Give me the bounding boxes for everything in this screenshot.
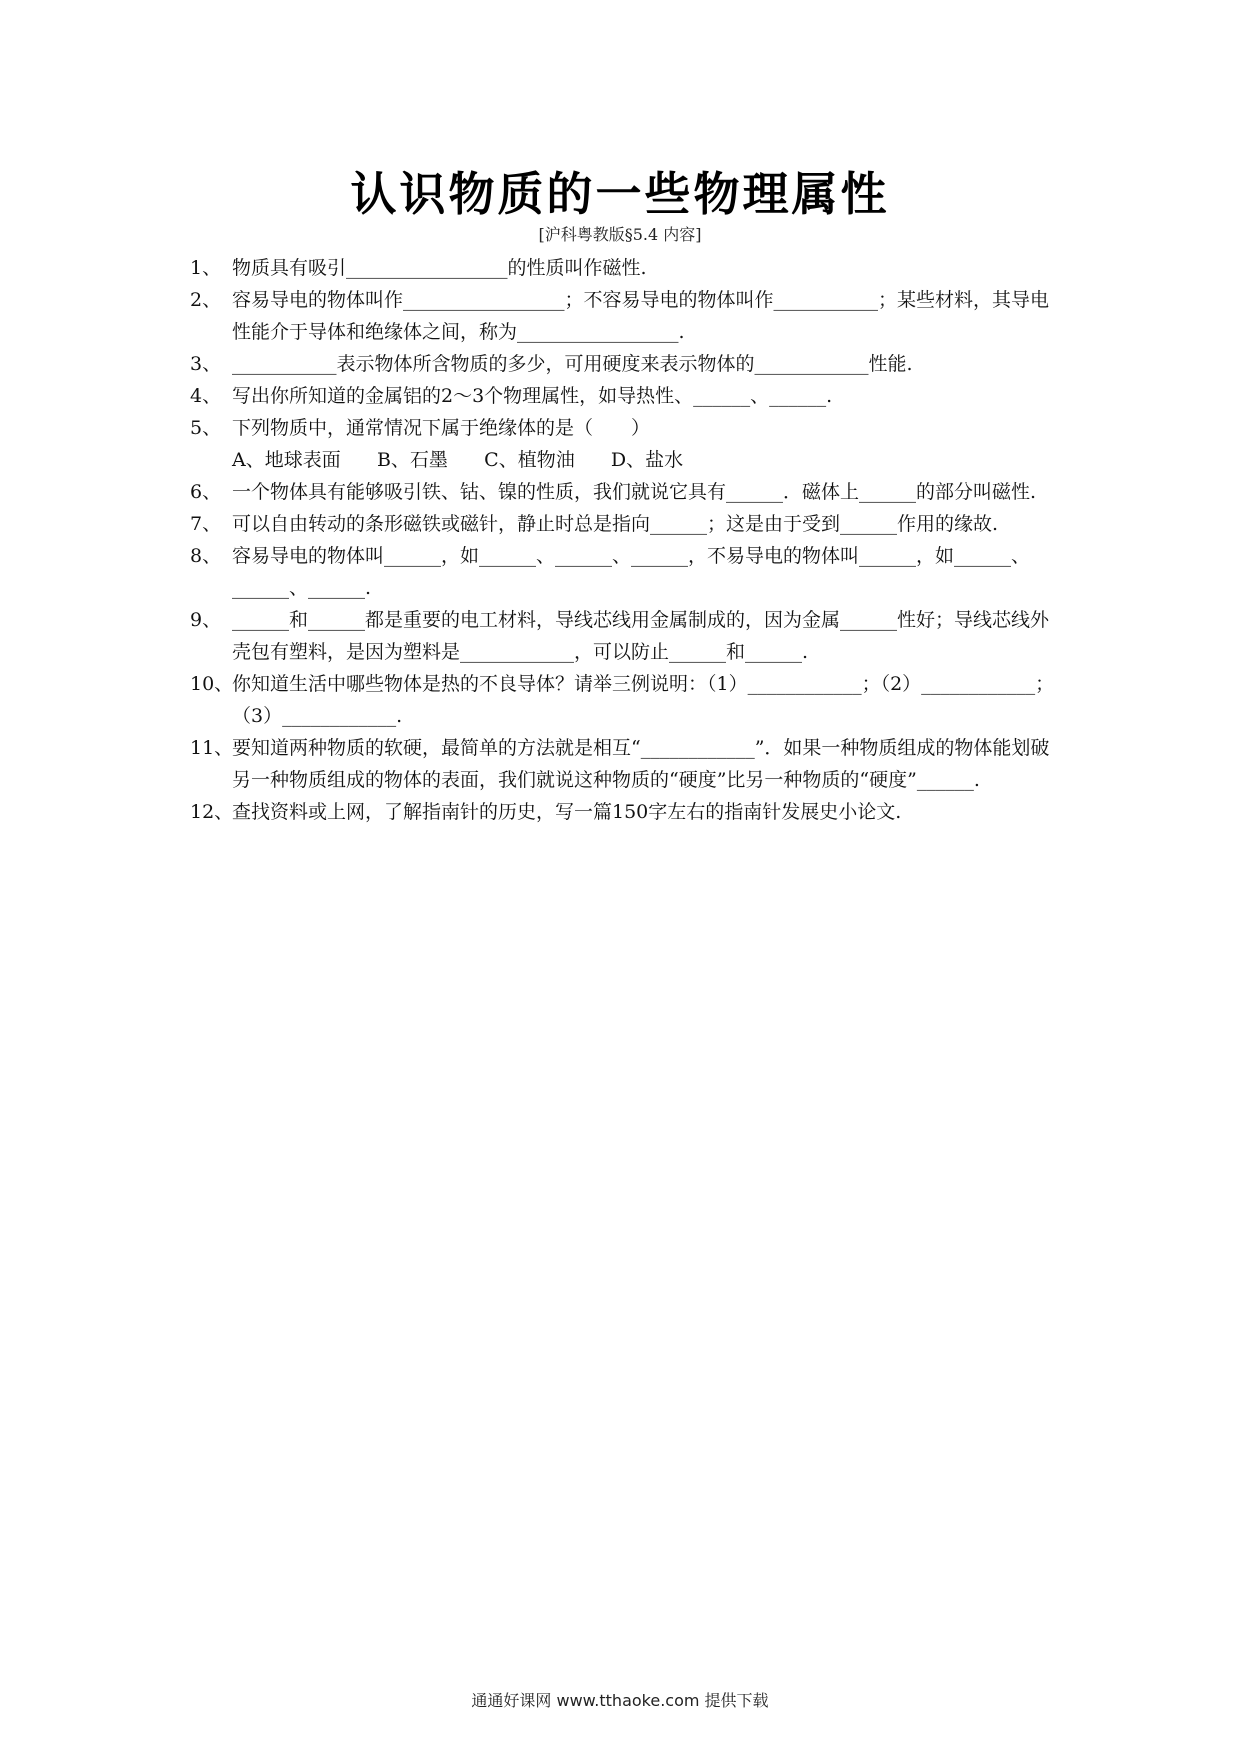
question-number: 9、 — [190, 609, 222, 631]
question-item — [190, 348, 1060, 380]
question-item — [190, 604, 1060, 668]
question-text: 查找资料或上网，了解指南针的历史，写一篇150字左右的指南针发展史小论文. — [232, 801, 902, 823]
question-text: ___________表示物体所含物质的多少，可用硬度来表示物体的____________性能. — [232, 353, 913, 375]
question-item — [190, 252, 1060, 284]
question-number: 3、 — [190, 353, 222, 375]
question-text: 写出你所知道的金属铝的2～3个物理属性，如导热性、______、______. — [232, 385, 833, 407]
question-text: 物质具有吸引_________________的性质叫作磁性. — [232, 257, 647, 279]
question-number: 1、 — [190, 257, 222, 279]
question-text: 下列物质中，通常情况下属于绝缘体的是（ ） — [232, 417, 651, 439]
question-number: 6、 — [190, 481, 222, 503]
question-item — [190, 412, 1060, 444]
question-item — [190, 284, 1060, 348]
question-number: 5、 — [190, 417, 222, 439]
question-number: 11、 — [190, 737, 234, 759]
question-text: 你知道生活中哪些物体是热的不良导体？请举三例说明：（1）____________；（2）____________；（3）____________. — [232, 673, 1055, 727]
page-subtitle: [沪科粤教版§5.4 内容] — [538, 225, 702, 244]
question-text: ______和______都是重要的电工材料，导线芯线用金属制成的，因为金属______性好；导线芯线外壳包有塑料，是因为塑料是____________，可以防止______和______. — [232, 609, 1050, 663]
question-text: 一个物体具有能够吸引铁、钴、镍的性质，我们就说它具有______．磁体上______的部分叫磁性. — [232, 481, 1037, 503]
question-item — [190, 796, 1060, 828]
question-text: 容易导电的物体叫作_________________；不容易导电的物体叫作___________；某些材料，其导电性能介于导体和绝缘体之间，称为_________________. — [232, 289, 1050, 343]
question-text: 要知道两种物质的软硬，最简单的方法就是相互“____________”．如果一种物质组成的物体能划破另一种物质组成的物体的表面，我们就说这种物质的“硬度”比另一种物质的“硬度”______. — [232, 737, 1050, 791]
question-number: 2、 — [190, 289, 222, 311]
question-item — [190, 476, 1060, 508]
question-number: 12、 — [190, 801, 234, 823]
question-list — [190, 252, 1060, 828]
page-footer: 通通好课网 www.tthaoke.com 提供下载 — [471, 1691, 769, 1710]
page-title: 认识物质的一些物理属性 — [350, 167, 890, 221]
question-text: 容易导电的物体叫______，如______、______、______，不易导电的物体叫______，如______、______、______. — [232, 545, 1031, 599]
question-item — [190, 380, 1060, 412]
question-number: 7、 — [190, 513, 222, 535]
question-item — [190, 732, 1060, 796]
question-item — [190, 540, 1060, 604]
question-number: 8、 — [190, 545, 222, 567]
question-item — [190, 508, 1060, 540]
question-text: 可以自由转动的条形磁铁或磁针，静止时总是指向______；这是由于受到______作用的缘故. — [232, 513, 999, 535]
question-number: 10、 — [190, 673, 234, 695]
question-number: 4、 — [190, 385, 222, 407]
question-5-options: A、地球表面 B、石墨 C、植物油 D、盐水 — [232, 449, 684, 471]
question-item — [190, 668, 1060, 732]
